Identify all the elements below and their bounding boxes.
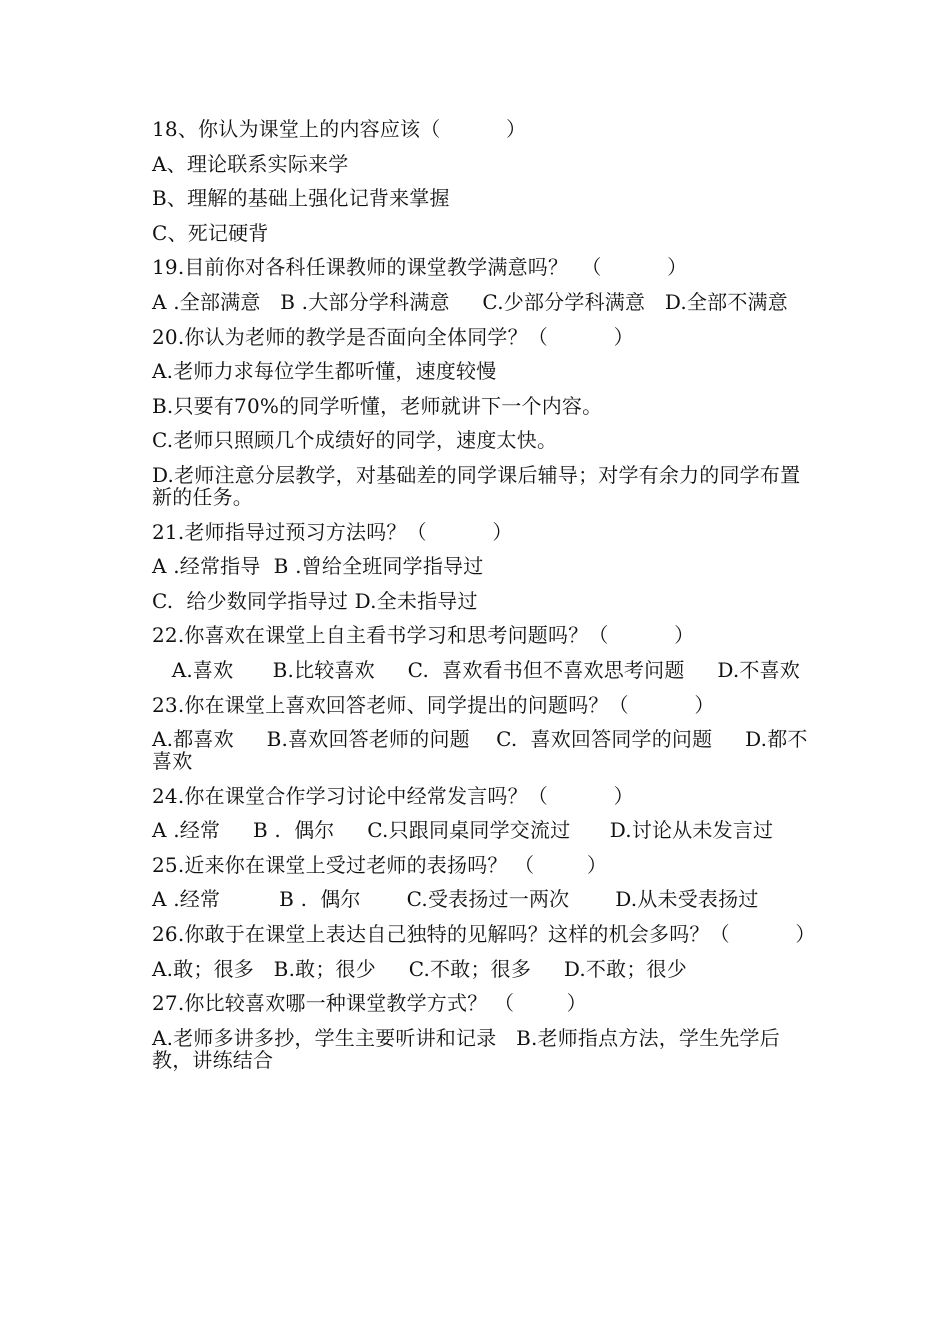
option-line: A.老师多讲多抄，学生主要听讲和记录 B.老师指点方法，学生先学后教，讲练结合: [152, 1025, 780, 1072]
question-23: 23.你在课堂上喜欢回答老师、同学提出的问题吗？（ ）: [152, 692, 715, 717]
question-20: 20.你认为老师的教学是否面向全体同学？（ ）: [152, 324, 634, 349]
option-line: C.老师只照顾几个成绩好的同学，速度太快。: [152, 428, 558, 453]
question-22: 22.你喜欢在课堂上自主看书学习和思考问题吗？（ ）: [152, 623, 695, 648]
question-24: 24.你在课堂合作学习讨论中经常发言吗？（ ）: [152, 783, 634, 808]
option-line: A.敢；很多 B.敢；很少 C.不敢；很多 D.不敢；很少: [152, 956, 687, 981]
option-line: C、死记硬背: [152, 220, 269, 245]
option-line: B、理解的基础上强化记背来掌握: [152, 186, 450, 211]
option-line: A、理论联系实际来学: [152, 151, 349, 176]
option-line: A.都喜欢 B.喜欢回答老师的问题 C. 喜欢回答同学的问题 D.都不喜欢: [152, 727, 808, 774]
option-line: A.老师力求每位学生都听懂，速度较慢: [152, 359, 497, 384]
option-line: B.只要有70%的同学听懂，老师就讲下一个内容。: [152, 393, 603, 418]
questionnaire-content: [152, 117, 816, 1083]
question-21: 21.老师指导过预习方法吗？（ ）: [152, 519, 513, 544]
option-line: A .经常指导 B .曾给全班同学指导过: [152, 554, 484, 579]
option-line: A.喜欢 B.比较喜欢 C. 喜欢看书但不喜欢思考问题 D.不喜欢: [152, 657, 801, 682]
question-26: 26.你敢于在课堂上表达自己独特的见解吗？这样的机会多吗？（ ）: [152, 922, 816, 947]
question-27: 27.你比较喜欢哪一种课堂教学方式？ （ ）: [152, 991, 587, 1016]
question-18: 18、你认为课堂上的内容应该（ ）: [152, 117, 527, 141]
option-line: C. 给少数同学指导过 D.全未指导过: [152, 588, 478, 613]
option-line: A .全部满意 B .大部分学科满意 C.少部分学科满意 D.全部不满意: [152, 289, 788, 314]
question-19: 19.目前你对各科任课教师的课堂教学满意吗？ （ ）: [152, 255, 688, 280]
option-line: D.老师注意分层教学，对基础差的同学课后辅导；对学有余力的同学布置新的任务。: [152, 462, 801, 509]
question-25: 25.近来你在课堂上受过老师的表扬吗？ （ ）: [152, 852, 608, 877]
option-line: A .经常 B . 偶尔 C.只跟同桌同学交流过 D.讨论从未发言过: [152, 818, 774, 843]
option-line: A .经常 B . 偶尔 C.受表扬过一两次 D.从未受表扬过: [152, 887, 759, 912]
